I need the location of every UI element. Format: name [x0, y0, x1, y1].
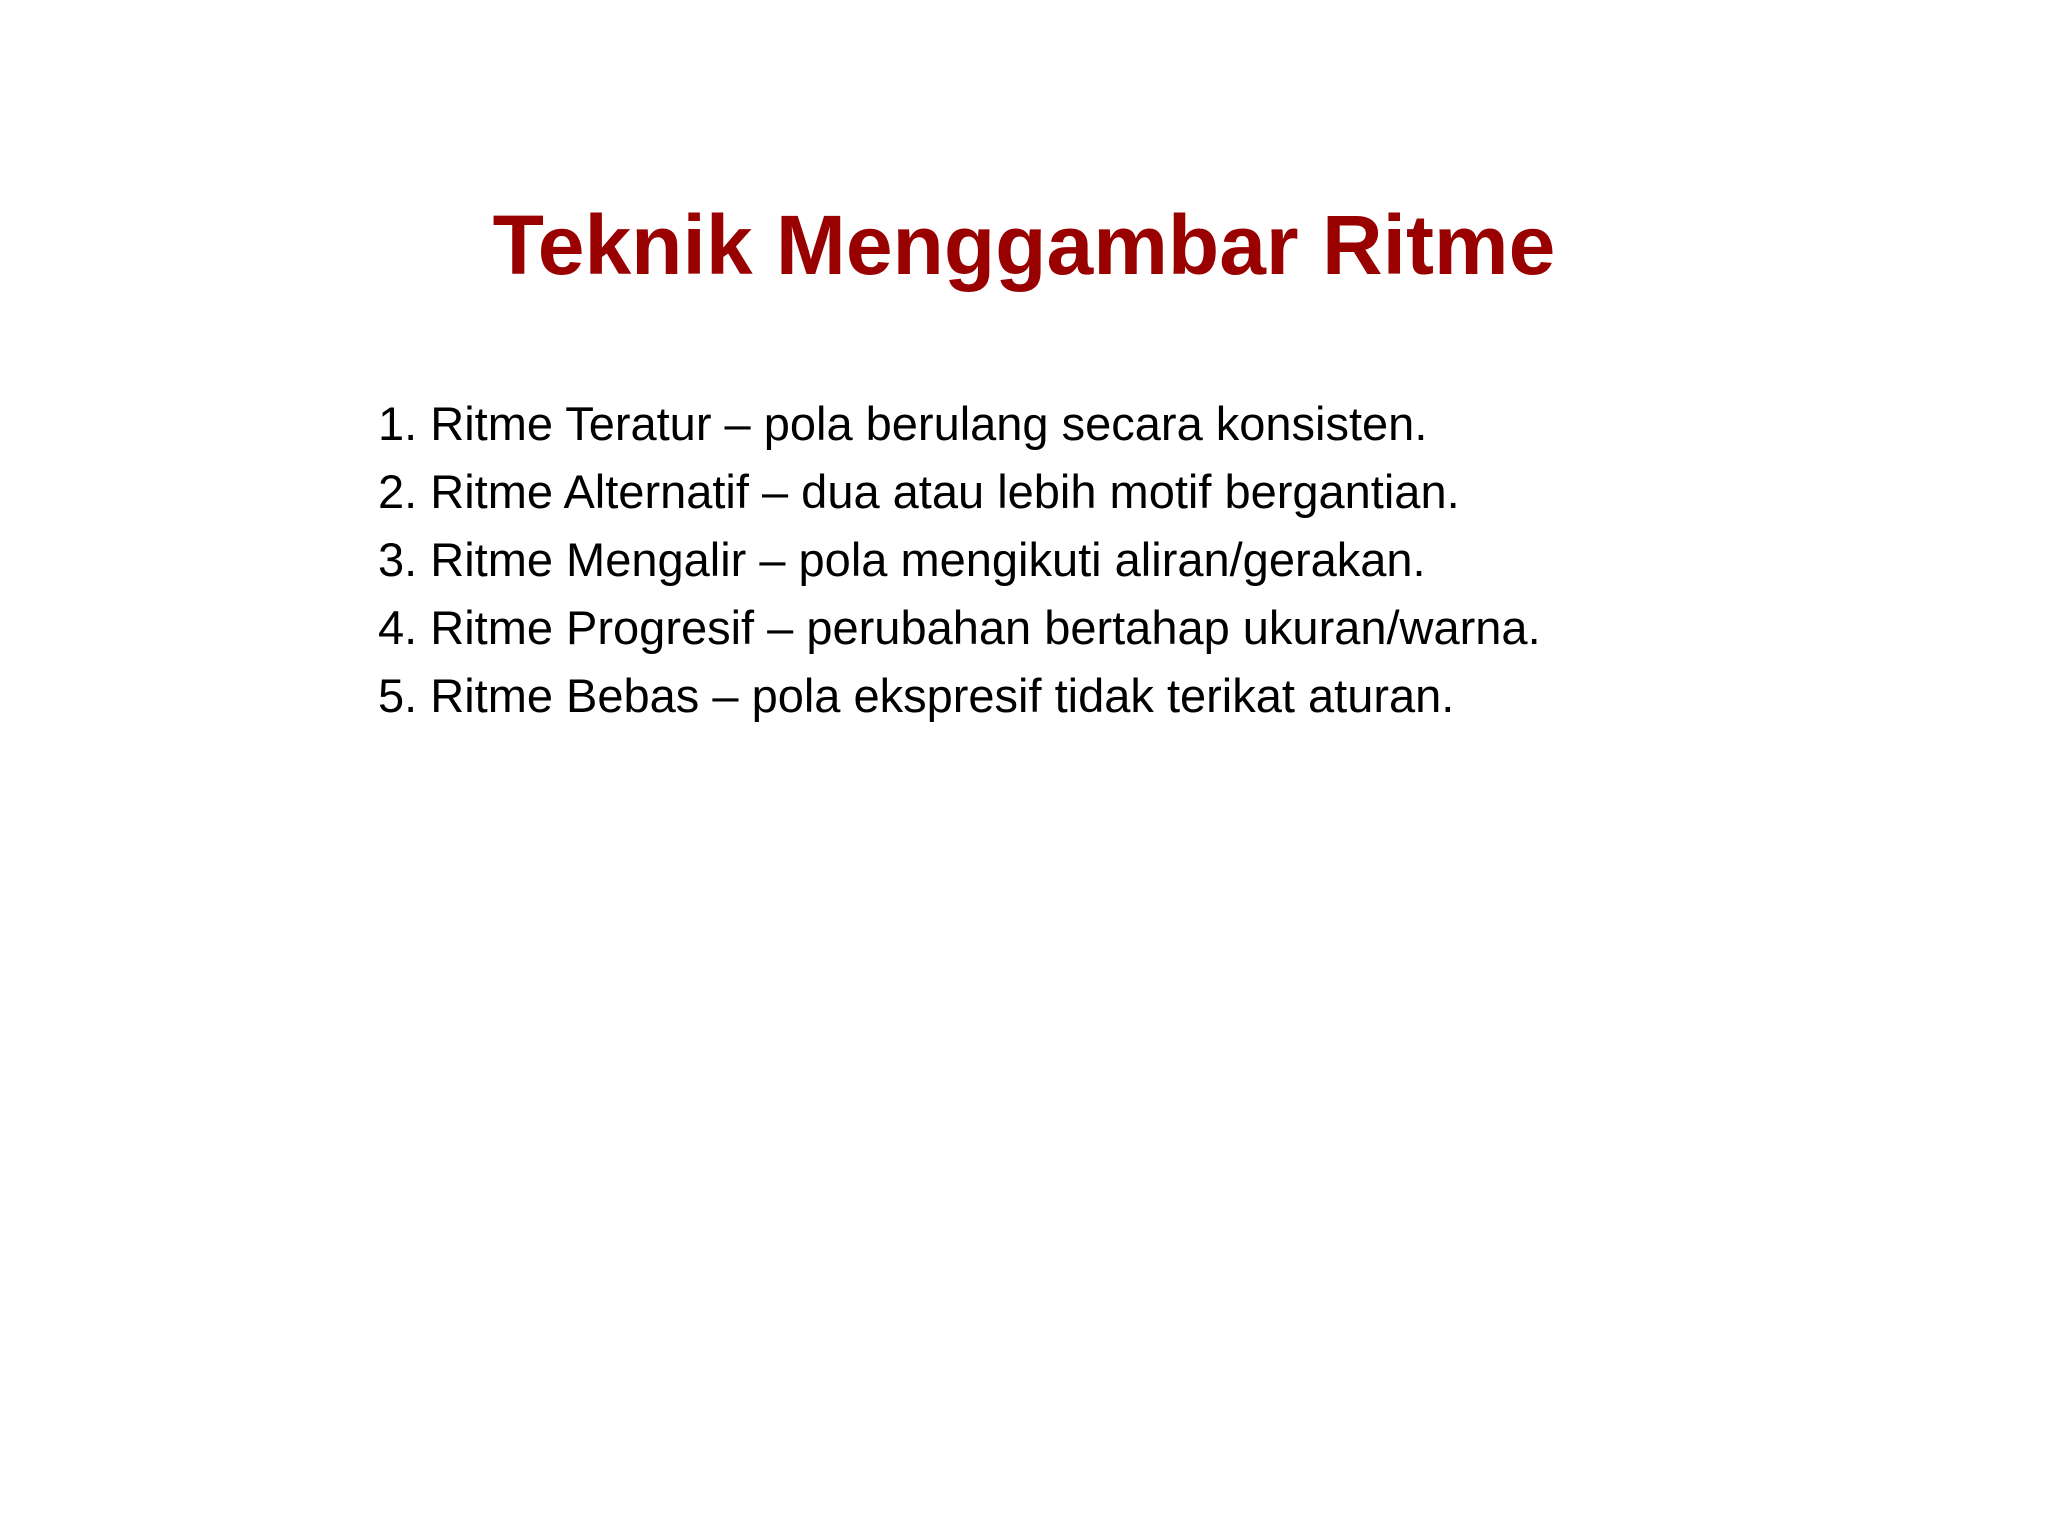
slide-title: Teknik Menggambar Ritme [492, 198, 1556, 292]
list-item-bebas: 5. Ritme Bebas – pola ekspresif tidak terikat aturan. [378, 669, 1455, 722]
list-item-progresif: 4. Ritme Progresif – perubahan bertahap ukuran/warna. [378, 601, 1541, 654]
technique-list [378, 390, 1541, 730]
list-item-teratur: 1. Ritme Teratur – pola berulang secara konsisten. [378, 397, 1428, 450]
list-item-mengalir: 3. Ritme Mengalir – pola mengikuti aliran/gerakan. [378, 533, 1426, 586]
list-item-alternatif: 2. Ritme Alternatif – dua atau lebih motif bergantian. [378, 465, 1460, 518]
